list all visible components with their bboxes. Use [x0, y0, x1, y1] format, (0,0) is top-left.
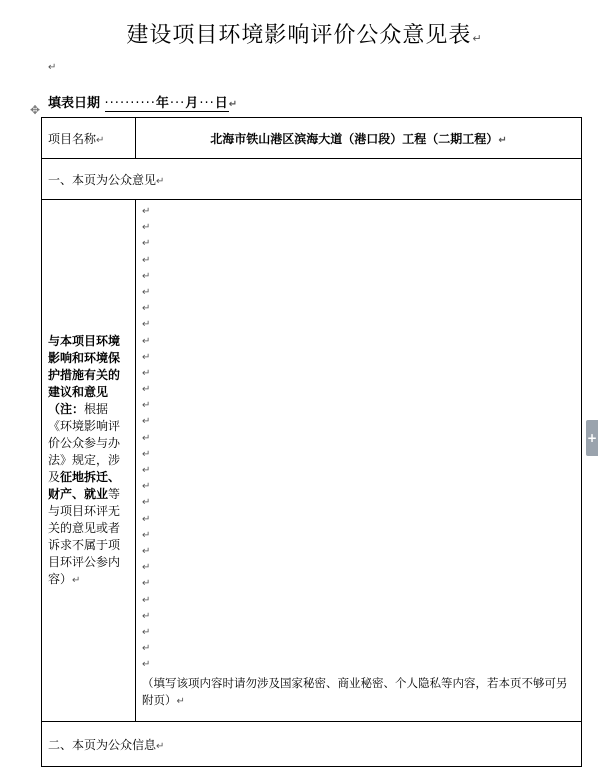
- paragraph-mark-icon: ↵: [142, 432, 151, 444]
- paragraph-mark-icon: ↵: [142, 529, 151, 541]
- paragraph-mark-icon: ↵: [228, 99, 238, 110]
- paragraph-mark-icon: ↵: [498, 134, 507, 146]
- page-title: [0, 18, 609, 49]
- fill-date-field[interactable]: ··········年···月···日: [104, 96, 229, 111]
- paragraph-mark-icon: ↵: [142, 335, 151, 347]
- paragraph-mark-icon: ↵: [142, 270, 151, 282]
- paragraph-mark-icon: ↵: [142, 562, 151, 574]
- project-name-label-cell: 项目名称↵: [42, 118, 136, 159]
- paragraph-mark-icon: ↵: [142, 286, 151, 298]
- fill-date-line: [48, 92, 237, 111]
- paragraph-mark-icon: ↵: [142, 610, 151, 622]
- paragraph-mark-icon: ↵: [142, 626, 151, 638]
- paragraph-mark-icon: ↵: [142, 222, 151, 234]
- section-public-info: 二、本页为公众信息↵: [42, 722, 582, 767]
- paragraph-mark-icon: ↵: [156, 740, 165, 752]
- paragraph-mark-icon: ↵: [142, 206, 151, 217]
- paragraph-mark-icon: ↵: [156, 175, 165, 187]
- paragraph-mark-icon: ↵: [142, 448, 151, 460]
- paragraph-mark-icon: ↵: [142, 303, 151, 315]
- paragraph-mark-icon: ↵: [72, 574, 81, 586]
- paragraph-mark-icon: ↵: [96, 134, 105, 146]
- opinion-label-cell: 与本项目环境影响和环境保护措施有关的建议和意见（注：根据《环境影响评价公众参与办法》规定，涉及征地拆迁、财产、就业等与项目环评无关的意见或者诉求不属于项目环评公参内容）↵: [42, 200, 136, 722]
- paragraph-mark-icon: ↵: [142, 545, 151, 557]
- table-row: [42, 200, 582, 722]
- paragraph-mark-icon: ↵: [142, 465, 151, 476]
- fill-date-label: 填表日期: [48, 96, 101, 111]
- paragraph-mark-icon: ↵: [142, 578, 151, 590]
- move-handle-icon[interactable]: ✥: [29, 103, 41, 117]
- paragraph-mark-icon: ↵: [142, 400, 151, 412]
- opinion-input-cell[interactable]: [136, 200, 582, 722]
- paragraph-mark-icon: ↵: [142, 351, 151, 363]
- paragraph-mark-icon: ↵: [142, 319, 151, 331]
- table-row: [42, 118, 582, 159]
- table-row: [42, 159, 582, 200]
- paragraph-mark-icon: ↵: [142, 254, 151, 266]
- add-column-button[interactable]: +: [586, 420, 598, 456]
- blank-lines: [142, 204, 575, 673]
- paragraph-mark-icon: ↵: [142, 594, 151, 606]
- paragraph-mark-icon: ↵: [142, 416, 151, 428]
- paragraph-mark-icon: ↵: [142, 238, 151, 250]
- paragraph-mark-icon: ↵: [142, 384, 151, 396]
- project-name: 北海市铁山港区滨海大道（港口段）工程（二期工程）: [210, 131, 499, 146]
- paragraph-mark-icon: ↵: [142, 367, 151, 379]
- paragraph-mark-icon: ↵: [472, 32, 483, 45]
- paragraph-mark-icon: ↵: [142, 513, 151, 525]
- title-text: 建设项目环境影响评价公众意见表: [126, 23, 472, 48]
- paragraph-mark-icon: ↵: [48, 62, 57, 73]
- opinion-table: [41, 117, 582, 767]
- paragraph-mark-icon: ↵: [142, 643, 151, 655]
- section-public-opinion: 一、本页为公众意见↵: [42, 159, 582, 200]
- table-row: [42, 722, 582, 767]
- project-name-value-cell[interactable]: [136, 118, 582, 159]
- paragraph-mark-icon: ↵: [142, 481, 151, 493]
- paragraph-mark-icon: ↵: [176, 696, 185, 708]
- paragraph-mark-icon: ↵: [142, 497, 151, 509]
- opinion-note: （填写该项内容时请勿涉及国家秘密、商业秘密、个人隐私等内容，若本页不够可另附页）↵: [142, 676, 568, 708]
- paragraph-mark-icon: ↵: [142, 659, 151, 671]
